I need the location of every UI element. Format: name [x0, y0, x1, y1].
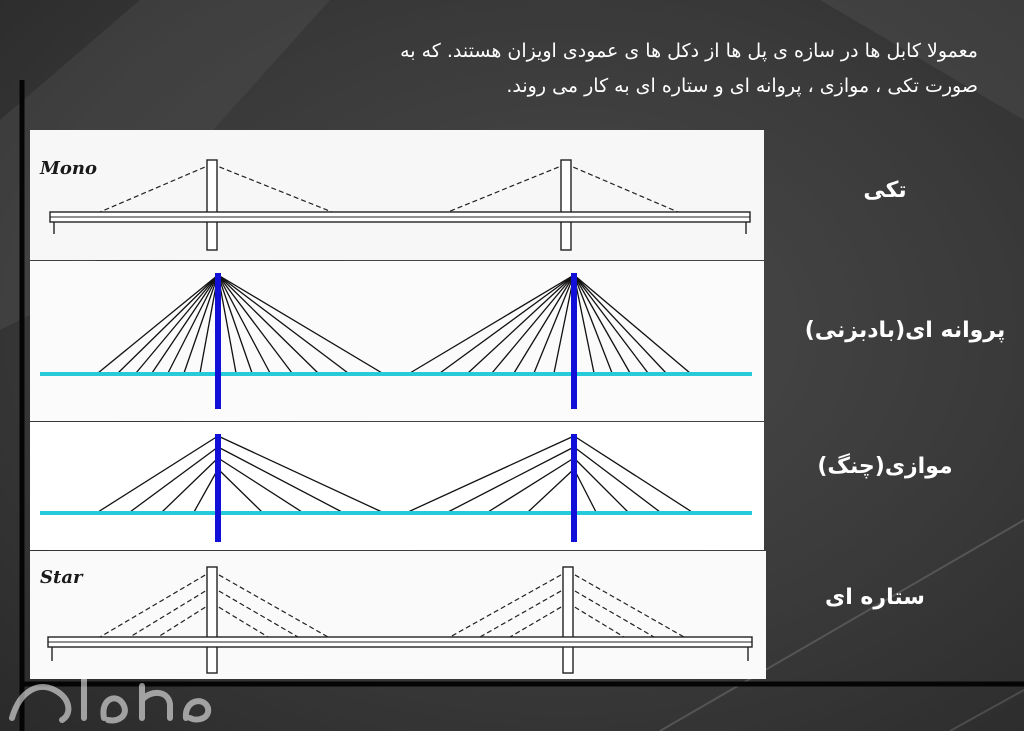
mono-bridge-panel	[30, 130, 764, 260]
harp-bridge-panel	[30, 422, 764, 550]
intro-text	[338, 34, 978, 104]
harp-bridge-diagram	[30, 422, 764, 550]
intro-line-1: معمولا کابل ها در سازه ی پل ها از دکل ها ی عمودی اویزان هستند. که به	[400, 40, 978, 62]
mono-bridge-diagram	[30, 130, 764, 260]
watermark-logo	[0, 640, 230, 731]
harp-type-label: موازی(چنگ)	[817, 454, 953, 479]
star-tag: Star	[40, 567, 83, 588]
intro-line-2: صورت تکی ، موازی ، پروانه ای و ستاره ای به کار می روند.	[506, 75, 978, 97]
mono-tag: Mono	[40, 158, 98, 179]
fan-bridge-panel	[30, 261, 764, 421]
star-type-label: ستاره ای	[825, 585, 925, 610]
fan-bridge-diagram	[30, 261, 764, 421]
fan-type-label: پروانه ای(بادبزنی)	[804, 318, 1006, 343]
mono-type-label: تکی	[863, 178, 907, 203]
